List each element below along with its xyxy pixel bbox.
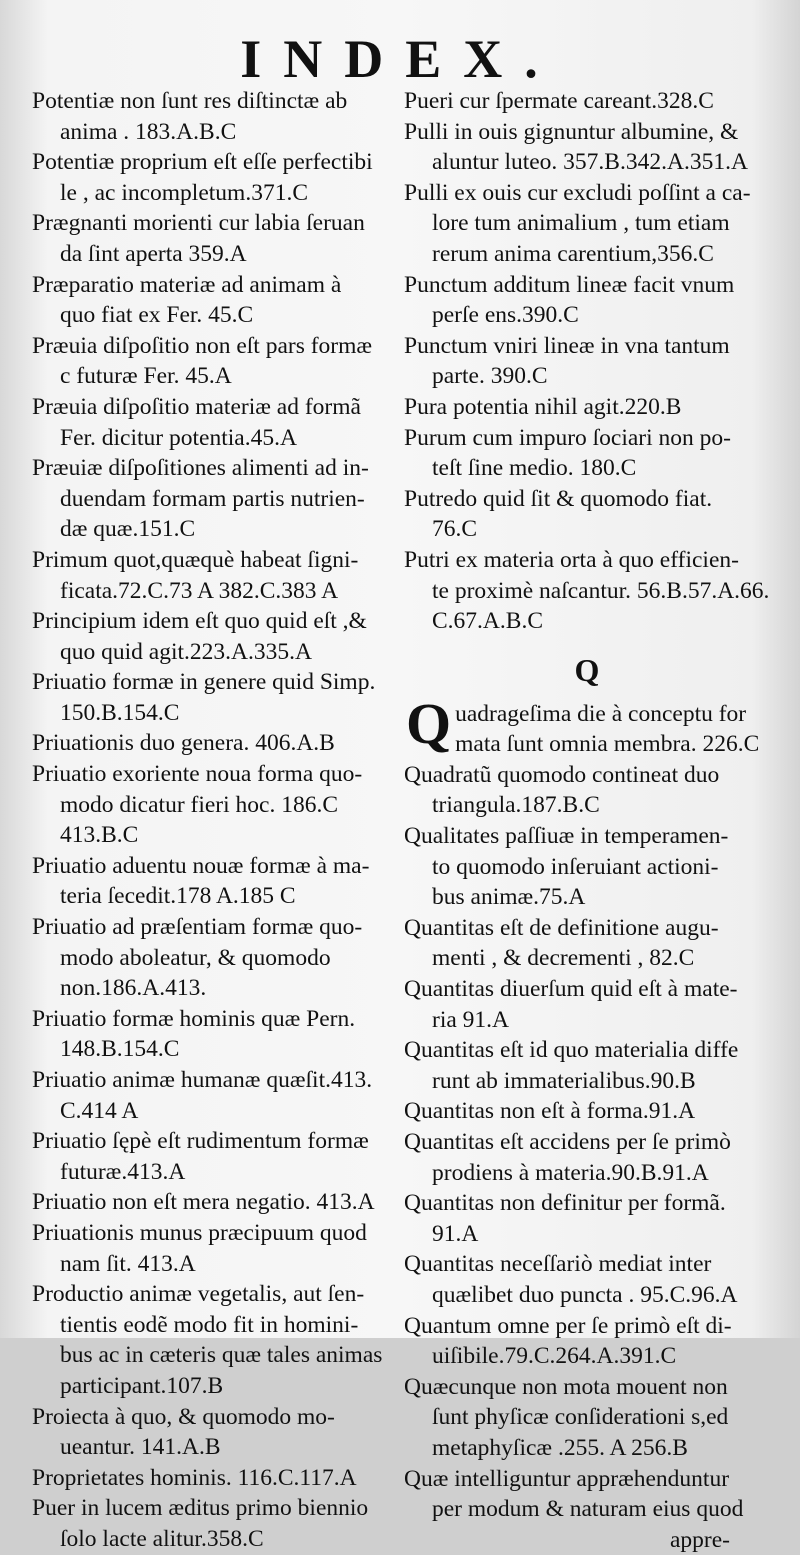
entry-line: Quadratũ quomodo contineat duo <box>404 761 720 788</box>
entry-line: Priuatio ad præſentiam formæ quo- <box>32 914 363 941</box>
index-entry <box>32 1004 400 1065</box>
entry-line: mata ſunt omnia membra. 226.C <box>455 731 760 758</box>
entry-line: c futuræ Fer. 45.A <box>60 363 232 390</box>
entry-line: duendam formam partis nutrien- <box>60 485 365 512</box>
entry-line: Quantitas eſt id quo materialia diffe <box>404 1037 739 1064</box>
entry-line: 91.A <box>432 1220 479 1247</box>
entry-line: Quantum omne per ſe primò eſt di- <box>404 1312 732 1339</box>
index-entry <box>32 453 400 545</box>
entry-line: participant.107.B <box>60 1372 224 1399</box>
entry-line: Fer. dicitur potentia.45.A <box>60 424 297 451</box>
entry-line: Pueri cur ſpermate careant.328.C <box>404 88 714 114</box>
entry-line: modo aboleatur, & quomodo <box>60 944 331 971</box>
entry-line: Quæcunque non mota mouent non <box>404 1373 728 1400</box>
index-entry <box>404 1188 770 1249</box>
index-entry <box>404 1372 770 1464</box>
entry-line: metaphyſicæ .255. A 256.B <box>432 1434 688 1461</box>
page-header: INDEX. <box>240 29 560 89</box>
index-entry <box>404 821 770 913</box>
entry-line: Priuationis duo genera. 406.A.B <box>32 730 335 757</box>
index-entry <box>32 1218 400 1279</box>
entry-line: Quantitas non eſt à forma.91.A <box>404 1098 696 1125</box>
entry-line: da ſint aperta 359.A <box>60 240 247 267</box>
index-entry <box>404 1096 770 1127</box>
entry-line: 413.B.C <box>60 822 139 849</box>
entry-line: futuræ.413.A <box>60 1158 186 1185</box>
index-entry <box>404 545 770 637</box>
entry-line: Quantitas eſt accidens per ſe primò <box>404 1129 731 1155</box>
index-entry <box>32 759 400 851</box>
index-entry <box>404 117 770 178</box>
entry-line: Proprietates hominis. 116.C.117.A <box>32 1464 357 1491</box>
entry-line: Prægnanti morienti cur labia ſeruan <box>32 210 365 237</box>
index-entry <box>32 1463 400 1494</box>
section-letter-q: Q <box>574 651 600 688</box>
entry-line: teſt ſine medio. 180.C <box>432 455 637 482</box>
entry-line: non.186.A.413. <box>60 975 207 1002</box>
index-entry <box>32 728 400 759</box>
index-entry <box>404 270 770 331</box>
entry-line: dæ quæ.151.C <box>60 516 196 543</box>
entry-line: quælibet duo puncta . 95.C.96.A <box>432 1281 738 1308</box>
index-entry <box>32 331 400 392</box>
entry-line: Pulli in ouis gignuntur albumine, & <box>404 118 739 145</box>
index-entry <box>404 392 770 423</box>
drop-capital: Q <box>406 690 452 756</box>
entry-line: perſe ens.390.C <box>432 302 579 329</box>
entry-line: Priuationis munus præcipuum quod <box>32 1219 367 1246</box>
entry-line: Priuatio non eſt mera negatio. 413.A <box>32 1189 375 1216</box>
index-entry <box>404 86 770 117</box>
index-entry <box>32 1126 400 1187</box>
entry-line: Punctum vniri lineæ in vna tantum <box>404 332 730 359</box>
index-entry <box>404 423 770 484</box>
entry-line: per modum & naturam eius quod <box>432 1496 744 1523</box>
entry-line: menti , & decrementi , 82.C <box>432 945 695 972</box>
entry-line: ſunt phyſicæ conſiderationi s,ed <box>432 1404 729 1431</box>
index-entry <box>404 913 770 974</box>
left-column <box>32 86 400 1555</box>
entry-line: rerum anima carentium,356.C <box>432 240 714 267</box>
index-entry <box>404 484 770 545</box>
right-column <box>404 86 770 1555</box>
entry-line: Quantitas non definitur per formã. <box>404 1190 726 1217</box>
entry-line: prodiens à materia.90.B.91.A <box>432 1159 709 1186</box>
index-entry <box>32 86 400 147</box>
entry-line: quo fiat ex Fer. 45.C <box>60 302 254 329</box>
index-entry <box>32 1065 400 1126</box>
entry-line: Priuatio formæ hominis quæ Pern. <box>32 1005 356 1032</box>
right-column-p-entries <box>404 86 770 637</box>
index-entry <box>404 760 770 821</box>
entry-line: bus ac in cæteris quæ tales animas <box>60 1342 383 1369</box>
entry-line: 148.B.154.C <box>60 1036 180 1063</box>
entry-line: C.67.A.B.C <box>432 608 543 635</box>
right-column-q-entries <box>404 760 770 1525</box>
entry-line: ria 91.A <box>432 1006 510 1033</box>
index-entry <box>404 1127 770 1188</box>
entry-line: nam ſit. 413.A <box>60 1250 196 1277</box>
entry-line: Quantitas neceſſariò mediat inter <box>404 1251 712 1278</box>
index-entry <box>404 1464 770 1525</box>
entry-line: uiſibile.79.C.264.A.391.C <box>432 1343 677 1370</box>
entry-line: Punctum additum lineæ facit vnum <box>404 271 735 298</box>
entry-line: Primum quot,quæquè habeat ſigni- <box>32 546 359 573</box>
entry-line: Potentiæ proprium eſt eſſe perfectibi <box>32 149 373 176</box>
entry-line: Pura potentia nihil agit.220.B <box>404 393 682 420</box>
entry-line: Putri ex materia orta à quo efficien- <box>404 546 739 573</box>
entry-line: Pulli ex ouis cur excludi poſſint a ca- <box>404 179 751 206</box>
entry-line: le , ac incompletum.371.C <box>60 179 309 206</box>
entry-line: runt ab immaterialibus.90.B <box>432 1067 696 1094</box>
entry-line: Qualitates paſſiuæ in temperamen- <box>404 823 729 850</box>
catchword: appre- <box>669 1526 730 1553</box>
index-entry <box>404 331 770 392</box>
index-entry <box>32 1493 400 1554</box>
entry-line: ſolo lacte alitur.358.C <box>60 1525 264 1552</box>
index-entry <box>32 270 400 331</box>
entry-line: lore tum animalium , tum etiam <box>432 210 730 237</box>
entry-line: ficata.72.C.73 A 382.C.383 A <box>60 577 339 604</box>
index-entry <box>32 851 400 912</box>
entry-line: teria ſecedit.178 A.185 C <box>60 883 296 910</box>
entry-line: Purum cum impuro ſociari non po- <box>404 424 731 451</box>
index-entry <box>404 1311 770 1372</box>
entry-line: bus animæ.75.A <box>432 884 586 911</box>
index-entry <box>32 1279 400 1401</box>
entry-line: parte. 390.C <box>432 363 548 390</box>
entry-line: Præparatio materiæ ad animam à <box>32 271 342 298</box>
entry-line: anima . 183.A.B.C <box>60 118 237 145</box>
entry-line: aluntur luteo. 357.B.342.A.351.A <box>432 149 748 176</box>
entry-line: Potentiæ non ſunt res diſtinctæ ab <box>32 88 348 114</box>
index-entry <box>32 147 400 208</box>
entry-line: uadrageſima die à conceptu for <box>455 700 747 727</box>
entry-line: triangula.187.B.C <box>432 792 600 819</box>
index-entry <box>404 1249 770 1310</box>
entry-line: Præuiæ diſpoſitiones alimenti ad in- <box>32 455 369 482</box>
entry-line: Proiecta à quo, & quomodo mo- <box>32 1403 335 1430</box>
entry-line: modo dicatur fieri hoc. 186.C <box>60 791 339 818</box>
index-entry <box>32 912 400 1004</box>
entry-line: to quomodo inſeruiant actioni- <box>432 853 719 880</box>
entry-line: Productio animæ vegetalis, aut ſen- <box>32 1281 365 1308</box>
index-entry <box>404 178 770 270</box>
index-entry <box>404 974 770 1035</box>
entry-line: Quæ intelliguntur appræhenduntur <box>404 1465 730 1492</box>
entry-line: Priuatio ſępè eſt rudimentum formæ <box>32 1128 369 1155</box>
entry-line: Quantitas eſt de definitione augu- <box>404 914 719 941</box>
entry-line: Priuatio formæ in genere quid Simp. <box>32 669 376 696</box>
entry-line: ueantur. 141.A.B <box>60 1434 221 1461</box>
entry-line: Præuia diſpoſitio non eſt pars formæ <box>32 332 373 359</box>
entry-line: 76.C <box>432 516 478 543</box>
entry-line: C.414 A <box>60 1097 139 1124</box>
entry-line: Putredo quid ſit & quomodo fiat. <box>404 485 713 512</box>
entry-line: te proximè naſcantur. 56.B.57.A.66. <box>432 577 770 604</box>
entry-line: quo quid agit.223.A.335.A <box>60 638 312 665</box>
entry-line: Puer in lucem æditus primo biennio <box>32 1495 369 1522</box>
index-entry <box>32 545 400 606</box>
index-entry <box>32 1402 400 1463</box>
entry-line: Quantitas diuerſum quid eſt à mate- <box>404 976 738 1003</box>
entry-line: tientis eodẽ modo fit in homini- <box>60 1311 359 1338</box>
entry-line: Priuatio aduentu nouæ formæ à ma- <box>32 852 370 879</box>
dropcap-entry <box>404 690 770 760</box>
entry-line: Præuia diſpoſitio materiæ ad formã <box>32 393 361 420</box>
index-entry <box>32 667 400 728</box>
entry-line: Priuatio animæ humanæ quæſit.413. <box>32 1067 373 1093</box>
index-entry <box>32 208 400 269</box>
entry-line: Priuatio exoriente noua forma quo- <box>32 761 363 788</box>
entry-line: Principium idem eſt quo quid eſt ,& <box>32 608 367 635</box>
index-entry <box>404 1035 770 1096</box>
index-entry <box>32 606 400 667</box>
entry-line: 150.B.154.C <box>60 699 180 726</box>
index-entry <box>32 392 400 453</box>
index-entry <box>32 1187 400 1218</box>
